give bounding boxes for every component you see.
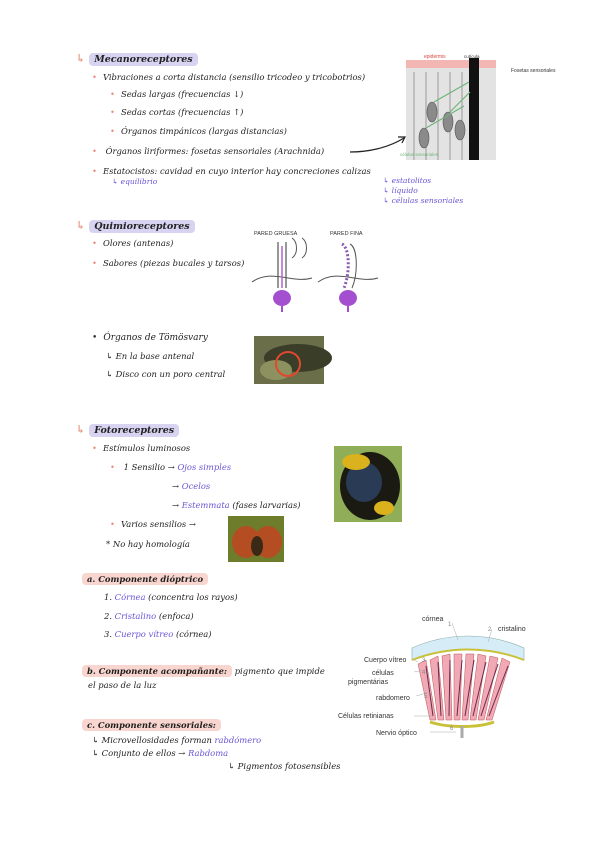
- foto-heading: ↳ Fotoreceptores: [76, 423, 179, 436]
- comp-a-title: a. Componente dióptrico: [82, 574, 208, 584]
- mecano-line-1: • Vibraciones a corta distancia (sensilio tricodeo y tricobotrios): [92, 72, 365, 82]
- comp-c-line-2: ↳ Conjunto de ellos → Rabdoma: [92, 748, 229, 758]
- mechanoreceptor-figure: [400, 52, 556, 164]
- foto-estemmata: → Estemmata (fases larvarias): [172, 500, 301, 510]
- tomosvary-title: • Órganos de Tömösvary: [92, 333, 208, 343]
- comp-c-line-3: ↳ Pigmentos fotosensibles: [228, 761, 341, 771]
- mecano-line-6: • Estatocistos: cavidad en cuyo interior hay concreciones calizas: [92, 166, 371, 176]
- comp-a-item-3: 3. Cuerpo vítreo (córnea): [104, 629, 212, 639]
- fig-label-cuticula: cutícula: [464, 54, 480, 59]
- quimio-heading: ↳ Quimioreceptores: [76, 219, 195, 232]
- eye-label-nervio: Nervio óptico: [376, 730, 417, 737]
- arrow-bullet-icon: ↳: [76, 219, 86, 232]
- eye-label-retinianas: Células retinianas: [338, 713, 394, 720]
- eye-label-pigment-2: pigmentárias: [348, 679, 389, 686]
- pointer-arrow-icon: [348, 134, 408, 156]
- simple-eye-photo: [334, 446, 402, 522]
- mecano-line-6-sub: ↳ equilibrio: [112, 177, 158, 186]
- comp-c-line-1: ↳ Microvellosidades forman rabdómero: [92, 735, 262, 745]
- eye-num-4: 4: [422, 670, 426, 676]
- eye-label-vitreo: Cuerpo vítreo: [364, 657, 407, 664]
- foto-ocelos: → Ocelos: [172, 481, 211, 491]
- eye-label-rabdomero: rabdomero: [376, 695, 410, 702]
- foto-homologia: * No hay homología: [106, 539, 190, 549]
- mecano-line-3: • Sedas cortas (frecuencias ↑): [110, 107, 243, 117]
- arrow-bullet-icon: ↳: [76, 52, 86, 65]
- comp-a-item-2: 2. Cristalino (enfoca): [104, 611, 194, 621]
- statocyst-item-3: ↳ células sensoriales: [383, 196, 464, 205]
- fig-label-epidermis: epidermis: [424, 54, 446, 60]
- arrow-bullet-icon: ↳: [76, 423, 86, 436]
- fig-label-pared-fina: PARED FINA: [330, 231, 363, 237]
- comp-b-line-2: el paso de la luz: [88, 680, 157, 690]
- foto-varios: • Varios sensilios →: [110, 519, 196, 529]
- fig-label-fosetas: Fosetas sensoriales: [511, 68, 556, 74]
- fig-label-pared-gruesa: PARED GRUESA: [254, 231, 298, 237]
- chemoreceptor-figure: [252, 228, 382, 312]
- mecano-line-5: • Órganos liriformes: fosetas sensoriales (Arachnida): [92, 146, 324, 156]
- eye-num-6: 6: [450, 726, 454, 732]
- comp-c-title: c. Componente sensoriales:: [82, 720, 221, 730]
- mecano-line-2: • Sedas largas (frecuencias ↓): [110, 89, 243, 99]
- eye-label-cristalino: cristalino: [498, 626, 526, 633]
- tomosvary-line-1: ↳ En la base antenal: [106, 351, 195, 361]
- mecano-heading: ↳ Mecanoreceptores: [76, 52, 198, 65]
- foto-line-1: • Estímulos luminosos: [92, 443, 190, 453]
- eye-num-1: 1: [448, 622, 452, 628]
- quimio-line-1: • Olores (antenas): [92, 238, 173, 248]
- compound-eye-photo: [228, 516, 284, 562]
- asterisk-icon: *: [106, 539, 111, 549]
- mecano-line-4: • Órganos timpánicos (largas distancias): [110, 126, 287, 136]
- eye-num-5: 5: [424, 694, 428, 700]
- compound-eye-diagram: [338, 612, 566, 740]
- comp-b-line-1: b. Componente acompañante: pigmento que impide: [82, 666, 325, 676]
- quimio-line-2: • Sabores (piezas bucales y tarsos): [92, 258, 244, 268]
- statocyst-item-2: ↳ líquido: [383, 186, 418, 195]
- fig-label-celulas: células sensoriales: [400, 152, 439, 157]
- eye-num-3: 3: [422, 658, 426, 664]
- eye-label-pigment-1: células: [372, 670, 394, 677]
- comp-a-item-1: 1. Córnea (concentra los rayos): [104, 592, 238, 602]
- foto-sensilio-1: • 1 Sensilio → Ojos simples: [110, 462, 231, 472]
- eye-num-2: 2: [488, 627, 492, 633]
- eye-label-cornea: córnea: [422, 616, 444, 623]
- tomosvary-photo: [254, 336, 324, 384]
- statocyst-item-1: ↳ estatolitos: [383, 176, 432, 185]
- tomosvary-line-2: ↳ Disco con un poro central: [106, 369, 226, 379]
